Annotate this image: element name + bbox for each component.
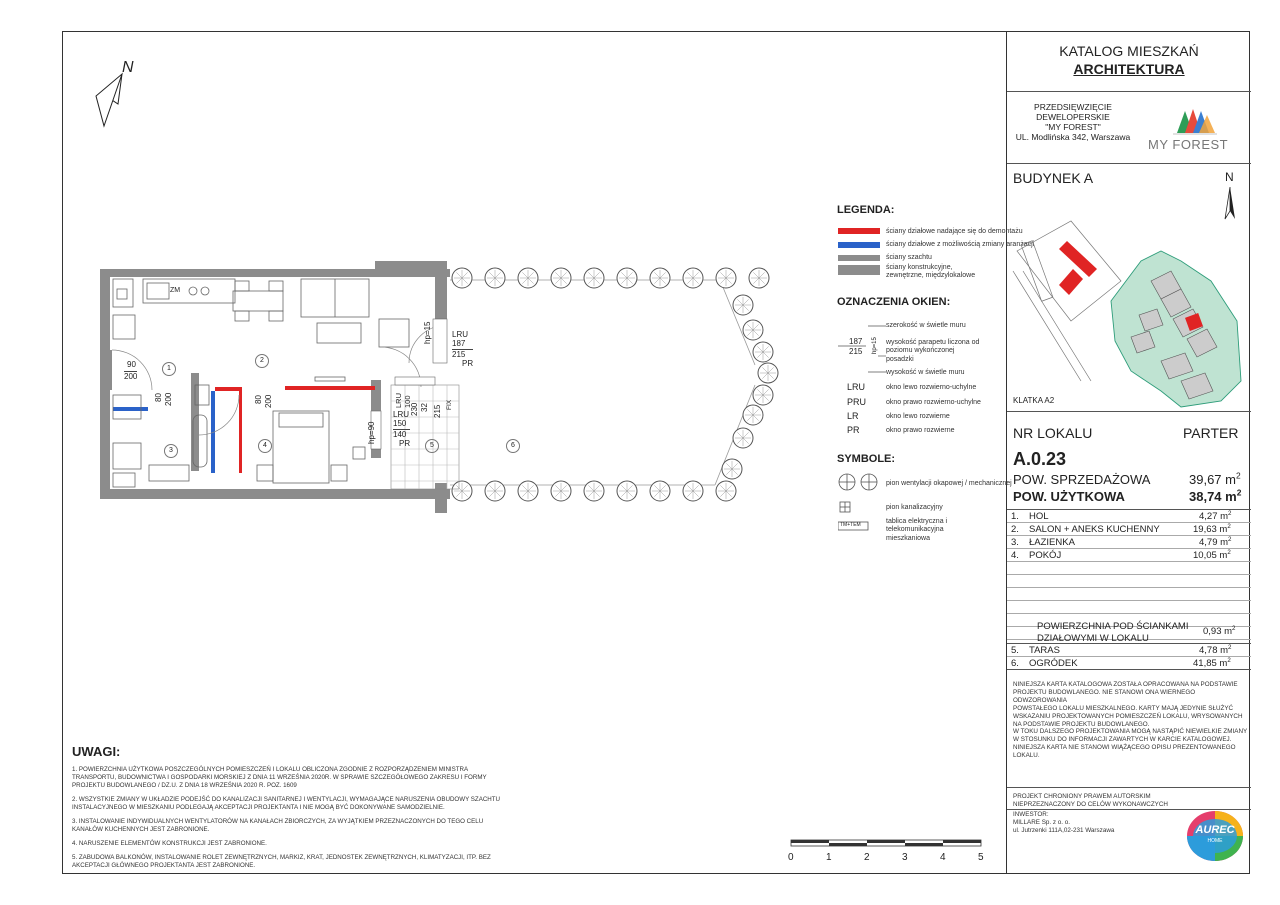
aurec-logo-subtext: HOME (1207, 838, 1223, 844)
win-example-height: 215 (849, 347, 863, 356)
stair-label: KLATKA A2 (1013, 396, 1055, 405)
usable-area-value: 38,74 $m^2$ (1189, 487, 1242, 504)
developer-address: UL. Modlińska 342, Warszawa (1015, 132, 1131, 142)
door1-height: 200 (124, 372, 138, 381)
site-north-label: N (1225, 170, 1234, 184)
notes-list (72, 766, 512, 870)
type-code-pr: PR (847, 425, 860, 435)
win-note-height: wysokość w świetle muru (886, 369, 965, 376)
terrace-fix: FIX (446, 399, 453, 410)
sales-area-value: 39,67 $m^2$ (1189, 470, 1241, 487)
scale-bar (786, 838, 986, 852)
terrace-door-sill: 32 (420, 403, 429, 412)
unit-nr-label: NR LOKALU (1013, 425, 1093, 441)
legend-title: LEGENDA: (837, 204, 895, 216)
legend-label-red: ściany działowe nadające się do demontażu (886, 228, 1023, 235)
developer-line: PRZEDSIĘWZIĘCIE (1034, 102, 1112, 112)
win-room-type: LRU (393, 410, 410, 419)
win-main-open: PR (462, 359, 474, 368)
extra-row: 6. OGRÓDEK 41,85 $m^2$ (1007, 657, 1251, 670)
scale-tick-2: 2 (864, 852, 870, 863)
title-block (1006, 31, 1250, 874)
type-code-lr: LR (847, 411, 859, 421)
scale-tick-3: 3 (902, 852, 908, 863)
win-room-width: 150 (393, 419, 407, 428)
door3-width: 80 (254, 395, 263, 404)
win-main-type: LRU (452, 330, 469, 339)
garden-trees (450, 268, 778, 501)
door2-height: 200 (164, 392, 173, 406)
disclaimer: NINIEJSZA KARTA KATALOGOWA ZOSTAŁA OPRACOWANA NA PODSTAWIE PROJEKTU BUDOWLANEGO. NIE STANOWI ONA WIERNEGO ODWZOROWANIA POWSTAŁEGO LOKALU MIESZKALNEGO. KARTY MAJĄ JEDYNIE SŁUŻYĆ WSKAZANIU PROJEKTOWANYCH POMIESZCZEŃ LOKALU, WRYSOWANYCH NA PODSTAWIE PROJEKTU BUDOWLANEGO. W TOKU DALSZEGO PROJEKTOWANIA MOGĄ NASTĄPIĆ NIEWIELKIE ZMIANY W STOSUNKU DO INFORMACJI ZAWARTYCH W KARCIE KATALOGOWEJ. NINIEJSZA KARTA NIE STANOWI WIĄŻĄCEGO OPISU PREZENTOWANEGO LOKALU. (1013, 681, 1248, 760)
room-number-5: 5 (425, 439, 439, 453)
partition-value: 0,93 $m^2$ (1203, 624, 1236, 637)
notes-title: UWAGI: (72, 744, 121, 759)
win-main-width: 187 (452, 339, 466, 348)
window-main-dims (452, 330, 473, 368)
rearrangeable-wall (113, 407, 148, 411)
kitchen-label: ZM (170, 287, 181, 294)
scale-tick-5: 5 (978, 852, 984, 863)
room-number-3: 3 (164, 444, 178, 458)
developer-line: "MY FOREST" (1045, 122, 1101, 132)
door2-width: 80 (154, 393, 163, 402)
note-item: 5. ZABUDOWA BALKONÓW, INSTALOWANIE ROLET ZEWNĘTRZNYCH, MARKIZ, KRAT, JEDNOSTEK ZEWNĘTRZNYCH, KLIMATYZACJI, ITP. BEZ AKCEPTACJI GŁÓWNEGO PROJEKTANTA JEST ZABRONIONE. (72, 854, 491, 869)
demountable-wall (239, 387, 242, 473)
brand-name: MY FOREST (1148, 137, 1229, 152)
developer-info (1011, 102, 1135, 142)
scale-tick-1: 1 (826, 852, 832, 863)
north-arrow-icon (82, 52, 142, 132)
note-item: 4. NARUSZENIE ELEMENTÓW KONSTRUKCJI JEST ZABRONIONE. (72, 840, 267, 847)
door3-height: 200 (264, 394, 273, 408)
symbols-title: SYMBOLE: (837, 453, 896, 465)
window-room-dims (393, 410, 410, 448)
note-item: 3. INSTALOWANIE INDYWIDUALNYCH WENTYLATORÓW NA KANAŁACH ZBIORCZYCH, ZA WYJĄTKIEM PRZEZNACZONYCH DO TEGO CELU KANAŁÓW KUCHENNYCH JEST ZABRONIONE. (72, 818, 484, 833)
terrace-door-type: LRU (394, 392, 403, 408)
legend-label-blue: ściany działowe z możliwością zmiany aranżacji (886, 241, 1035, 248)
win-room-open: PR (399, 439, 411, 448)
demountable-wall (215, 387, 239, 391)
room-number-6: 6 (506, 439, 520, 453)
terrace-door-width: 100 (403, 395, 412, 408)
usable-area-label: POW. UŻYTKOWA (1013, 489, 1125, 504)
partition-label: POWIERZCHNIA POD ŚCIANKAMI DZIAŁOWYMI W LOKALU (1037, 621, 1189, 644)
aurec-logo-text: AUREC (1195, 824, 1235, 836)
catalog-title: KATALOG MIESZKAŃ (1059, 43, 1199, 59)
legend-swatch-red (838, 228, 880, 234)
floor-plan (95, 255, 795, 520)
win-note-width: szerokość w świetle muru (886, 322, 966, 329)
investor-info: INWESTOR: MILLARE Sp. z o. o. ul. Jutrzenki 111A,02-231 Warszawa (1013, 811, 1115, 834)
symbol-label-panel: tablica elektryczna i telekomunikacyjna mieszkaniowa (886, 518, 948, 542)
type-label-pr: okno prawo rozwierne (886, 427, 955, 434)
type-code-lru: LRU (847, 382, 866, 392)
demountable-wall (285, 386, 375, 390)
note-item: 1. POWIERZCHNIA UŻYTKOWA POSZCZEGÓLNYCH POMIESZCZEŃ I LOKALU OBLICZONA ZGODNIE Z ROZPORZĄDZENIEM MINISTRA TRANSPORTU, BUDOWNICTWA I GOSPODARKI MORSKIEJ Z DNIA 11 WRZEŚNIA 2020R. W SPRAWIE SZCZEGÓŁOWEGO ZAKRESU I FORMY PROJEKTU BUDOWLANEGO / DZ.U. Z DNIA 18 WRZEŚNIA 2020 R. POZ. 1609 (72, 766, 487, 789)
win-example-hp: hp=15 (872, 337, 878, 354)
unit-number: A.0.23 (1013, 449, 1067, 469)
symbol-label-sewer: pion kanalizacyjny (886, 504, 943, 511)
room-number-1: 1 (162, 362, 176, 376)
win-room-hp: hp=90 (367, 421, 376, 444)
legend-label-structural: ściany konstrukcyjne, zewnętrzne, międzylokalowe (886, 264, 976, 280)
win-example-width: 187 (849, 337, 863, 346)
room-number-4: 4 (258, 439, 272, 453)
legend-label-shaft: ściany szachtu (886, 254, 932, 261)
room-row: 1. HOL 4,27 $m^2$ (1007, 510, 1251, 523)
legend-swatch-blue (838, 242, 880, 248)
sales-area-label: POW. SPRZEDAŻOWA (1013, 472, 1151, 487)
extra-row: 5. TARAS 4,78 $m^2$ (1007, 644, 1251, 657)
windows-legend-title: OZNACZENIA OKIEN: (837, 296, 951, 308)
developer-line: DEWELOPERSKIE (1036, 112, 1110, 122)
catalog-subtitle: ARCHITEKTURA (1073, 61, 1185, 77)
legend-swatch-structural (838, 265, 880, 275)
unit-floor: PARTER (1183, 425, 1239, 441)
scale-tick-4: 4 (940, 852, 946, 863)
terrace-door-height: 230 (410, 402, 419, 416)
terrace-fix-height: 215 (433, 404, 442, 418)
tab-code: TM+TEM (840, 522, 861, 528)
plan-north-label: N (122, 59, 134, 76)
furniture (113, 279, 409, 487)
legend-swatch-grey (838, 255, 880, 261)
building-label: BUDYNEK A (1013, 170, 1094, 186)
aurec-logo (1187, 811, 1243, 861)
win-note-sill: wysokość parapetu liczona od poziomu wykończonej posadzki (886, 339, 980, 363)
my-forest-logo-icon (1173, 105, 1217, 135)
room-row: 4. POKÓJ 10,05 $m^2$ (1007, 549, 1251, 562)
type-code-pru: PRU (847, 397, 867, 407)
door1-width: 90 (127, 360, 136, 369)
copyright-note: PROJEKT CHRONIONY PRAWEM AUTORSKIM NIEPRZEZNACZONY DO CELÓW WYKONAWCZYCH (1013, 793, 1168, 808)
window-example-diagram (838, 316, 888, 380)
room-number-2: 2 (255, 354, 269, 368)
win-main-hp: hp=15 (423, 321, 432, 344)
site-plan (1011, 211, 1247, 411)
win-main-height: 215 (452, 349, 473, 359)
type-label-lru: okno lewo rozwierno-uchylne (886, 384, 977, 391)
win-room-height: 140 (393, 429, 410, 439)
type-label-lr: okno lewo rozwierne (886, 413, 950, 420)
room-row: 3. ŁAZIENKA 4,79 $m^2$ (1007, 536, 1251, 549)
type-label-pru: okno prawo rozwierno-uchylne (886, 399, 981, 406)
note-item: 2. WSZYSTKIE ZMIANY W UKŁADZIE PODEJŚĆ DO KANALIZACJI SANITARNEJ I WENTYLACJI, WYMAGAJĄCE NARUSZENIA OBUDOWY SZACHTU INSTALACYJNEGO W MIESZKANIU PODLEGAJĄ AKCEPTACJI PROJEKTANTA I NIE MOGĄ BYĆ DOKONYWANE SAMODZIELNIE. (72, 796, 501, 811)
room-row: 2. SALON + ANEKS KUCHENNY 19,63 $m^2$ (1007, 523, 1251, 536)
scale-tick-0: 0 (788, 852, 794, 863)
symbol-label-vent: pion wentylacji okapowej / mechanicznej (886, 480, 1012, 487)
